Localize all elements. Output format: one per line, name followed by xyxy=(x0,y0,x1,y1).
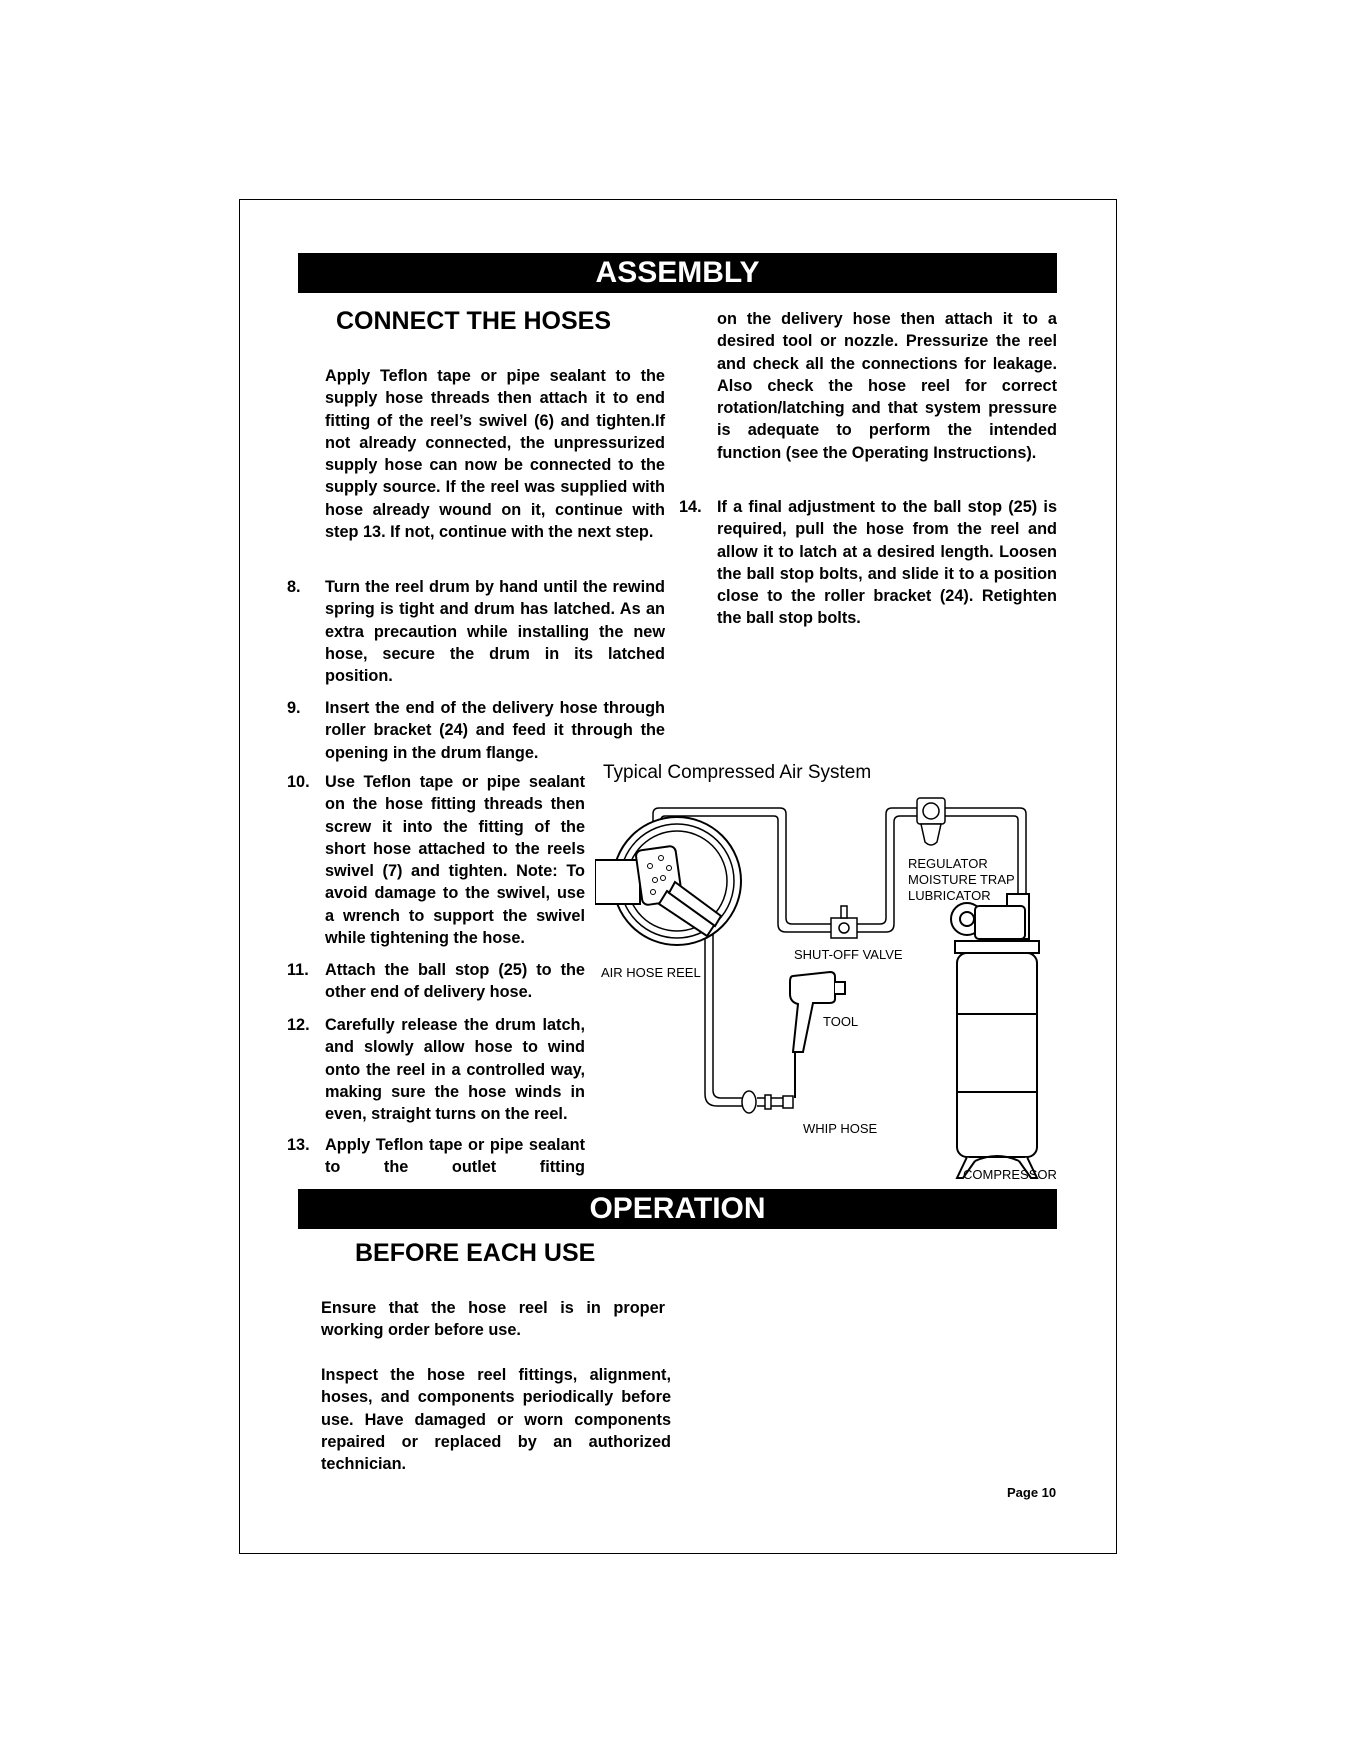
step-text: Turn the reel drum by hand until the rewind spring is tight and drum has latched. As an extra precaution while installing the new hose, secure the drum in its latched position. xyxy=(325,578,665,686)
step-number: 13. xyxy=(287,1136,310,1154)
moisture-trap-label: MOISTURE TRAP xyxy=(908,872,1015,887)
regulator-label: REGULATOR xyxy=(908,856,988,871)
step-text: Apply Teflon tape or pipe sealant to the outlet fitting xyxy=(325,1136,585,1177)
step-9 xyxy=(287,697,665,764)
operation-banner: OPERATION xyxy=(298,1189,1057,1229)
connect-hoses-heading: CONNECT THE HOSES xyxy=(336,307,612,335)
step-text: Attach the ball stop (25) to the other end of delivery hose. xyxy=(325,961,585,1002)
before-each-use-heading: BEFORE EACH USE xyxy=(355,1239,596,1267)
step-text: Carefully release the drum latch, and slowly allow hose to wind onto the reel in a controlled way, making sure the hose winds in even, straight turns on the reel. xyxy=(325,1016,585,1124)
step-8 xyxy=(287,576,665,687)
page-number: Page 10 xyxy=(1007,1485,1057,1500)
step-number: 10. xyxy=(287,773,310,791)
step-number: 12. xyxy=(287,1016,310,1034)
step-13 xyxy=(287,1134,585,1179)
step-text: Insert the end of the delivery hose through roller bracket (24) and feed it through the opening in the drum flange. xyxy=(325,699,665,762)
compressor-label: COMPRESSOR xyxy=(963,1167,1057,1182)
air-hose-reel xyxy=(595,817,741,945)
tool-label: TOOL xyxy=(823,1014,859,1029)
step-number: 11. xyxy=(287,961,309,979)
step-number: 8. xyxy=(287,578,301,596)
shut-off-valve xyxy=(831,906,857,938)
step-13-continued: on the delivery hose then attach it to a desired tool or nozzle. Pressurize the reel and check all the connections for leakage. Also check the hose reel for correct rotation/latching and that system pressure is adequate to perform the intended function (see the Operating Instructions). xyxy=(717,310,1057,462)
step-text: Use Teflon tape or pipe sealant on the hose fitting threads then screw it into the fitting of the short hose attached to the reels swivel (7) and tighten. Note: To avoid damage to the swivel, use a wrench to support the swivel while tightening the hose. xyxy=(325,773,585,948)
step-10 xyxy=(287,771,585,949)
tool xyxy=(790,972,845,1098)
assembly-intro-paragraph: Apply Teflon tape or pipe sealant to the supply hose threads then attach it to end fitting of the reel’s swivel (6) and tighten.If not already connected, the unpressurized supply hose can now be connected to the supply source. If the reel was supplied with hose already wound on it, continue with step 13. If not, continue with the next step. xyxy=(325,367,665,542)
step-14 xyxy=(679,496,1057,630)
step-12 xyxy=(287,1014,585,1125)
shut-off-valve-label: SHUT-OFF VALVE xyxy=(794,947,903,962)
operation-paragraph-2: Inspect the hose reel fittings, alignment, hoses, and components periodically before use. Have damaged or worn components repaired or replaced by an authorized technician. xyxy=(321,1366,671,1474)
regulator-unit xyxy=(917,798,945,845)
whip-hose-label: WHIP HOSE xyxy=(803,1121,878,1136)
compressed-air-system-diagram xyxy=(595,756,1060,1186)
lubricator-label: LUBRICATOR xyxy=(908,888,991,903)
whip-hose-fittings xyxy=(742,1091,793,1113)
compressor xyxy=(951,894,1039,1178)
operation-paragraph-1: Ensure that the hose reel is in proper working order before use. xyxy=(321,1299,665,1340)
step-number: 14. xyxy=(679,498,702,516)
step-text: If a final adjustment to the ball stop (25) is required, pull the hose from the reel and allow it to latch at a desired length. Loosen the ball stop bolts, and slide it to a position close to the roller bracket (24). Retighten the ball stop bolts. xyxy=(717,498,1057,628)
step-11 xyxy=(287,959,585,1004)
air-hose-reel-label: AIR HOSE REEL xyxy=(601,965,701,980)
diagram-title: Typical Compressed Air System xyxy=(603,762,872,783)
assembly-banner: ASSEMBLY xyxy=(298,253,1057,293)
step-number: 9. xyxy=(287,699,301,717)
